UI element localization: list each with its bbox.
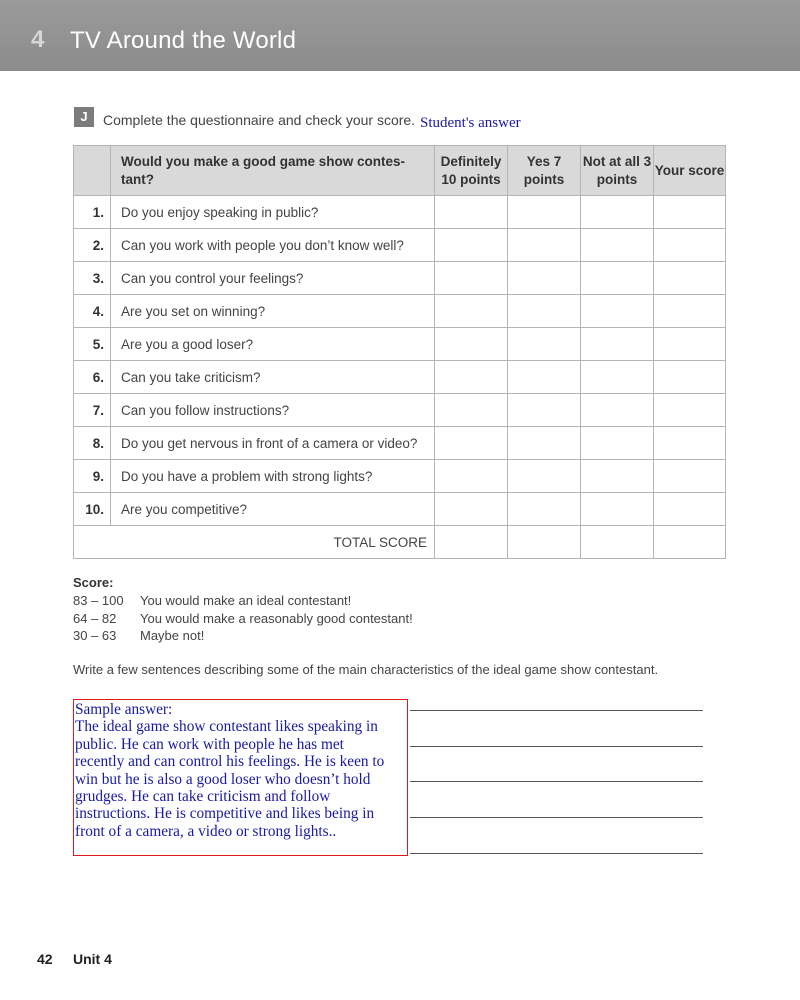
row-number: 8.	[74, 427, 111, 460]
answer-cell-yes[interactable]	[508, 394, 581, 427]
row-question: Do you have a problem with strong lights?	[111, 460, 435, 493]
answer-cell-not-at-all[interactable]	[581, 262, 654, 295]
sample-answer-line: public. He can work with people he has met	[75, 735, 344, 753]
answer-cell-not-at-all[interactable]	[581, 196, 654, 229]
answer-cell-score[interactable]	[654, 493, 726, 526]
table-row	[74, 262, 726, 295]
answer-cell-definitely[interactable]	[435, 295, 508, 328]
answer-cell-score[interactable]	[654, 196, 726, 229]
table-row	[74, 229, 726, 262]
row-number: 9.	[74, 460, 111, 493]
row-number: 1.	[74, 196, 111, 229]
writing-line[interactable]	[410, 781, 703, 782]
sample-answer-line: win but he is also a good loser who doesn’t hold	[75, 770, 371, 788]
answer-cell-yes[interactable]	[508, 262, 581, 295]
score-description: You would make a reasonably good contestant!	[140, 610, 413, 626]
answer-cell-yes[interactable]	[508, 493, 581, 526]
total-cell-yes[interactable]	[508, 526, 581, 559]
answer-cell-yes[interactable]	[508, 427, 581, 460]
exercise-badge: J	[74, 107, 94, 127]
footer-unit-label: Unit 4	[73, 951, 112, 967]
answer-cell-definitely[interactable]	[435, 361, 508, 394]
table-header-row	[74, 146, 726, 196]
answer-cell-not-at-all[interactable]	[581, 427, 654, 460]
score-range: 64 – 82	[73, 610, 117, 626]
row-question: Do you get nervous in front of a camera or video?	[111, 427, 435, 460]
answer-cell-definitely[interactable]	[435, 427, 508, 460]
sample-answer-text	[75, 701, 410, 840]
header-your-score: Your score	[654, 146, 726, 196]
total-score-label: TOTAL SCORE	[74, 526, 435, 559]
score-title: Score:	[73, 575, 114, 590]
table-row	[74, 460, 726, 493]
total-cell-not-at-all[interactable]	[581, 526, 654, 559]
answer-cell-yes[interactable]	[508, 361, 581, 394]
sample-answer-line: instructions. He is competitive and likes being in	[75, 805, 375, 823]
score-range-row	[73, 610, 413, 628]
answer-cell-score[interactable]	[654, 328, 726, 361]
page-header	[0, 0, 800, 71]
exercise-instruction: Complete the questionnaire and check your score.	[103, 112, 416, 128]
writing-line[interactable]	[410, 853, 703, 854]
row-number: 7.	[74, 394, 111, 427]
score-range-row	[73, 627, 413, 645]
writing-line[interactable]	[410, 817, 703, 818]
header-number-cell	[74, 146, 111, 196]
row-question: Can you take criticism?	[111, 361, 435, 394]
answer-cell-definitely[interactable]	[435, 229, 508, 262]
header-yes: Yes 7 points	[508, 146, 581, 196]
sample-answer-line: front of a camera, a video or strong lights..	[75, 822, 337, 840]
total-score-row	[74, 526, 726, 559]
row-question: Can you work with people you don’t know well?	[111, 229, 435, 262]
header-definitely: Definitely 10 points	[435, 146, 508, 196]
sample-answer-line: Sample answer:	[75, 701, 173, 718]
sample-answer-line: recently and can control his feelings. He is keen to	[75, 753, 385, 771]
answer-cell-not-at-all[interactable]	[581, 229, 654, 262]
header-question: Would you make a good game show contes- tant?	[111, 146, 435, 196]
row-number: 3.	[74, 262, 111, 295]
answer-cell-definitely[interactable]	[435, 460, 508, 493]
answer-cell-score[interactable]	[654, 361, 726, 394]
answer-cell-definitely[interactable]	[435, 328, 508, 361]
writing-line[interactable]	[410, 710, 703, 711]
answer-cell-score[interactable]	[654, 262, 726, 295]
unit-title: TV Around the World	[70, 27, 297, 54]
row-number: 2.	[74, 229, 111, 262]
answer-cell-not-at-all[interactable]	[581, 394, 654, 427]
answer-cell-score[interactable]	[654, 229, 726, 262]
questionnaire-table	[73, 145, 726, 559]
answer-cell-definitely[interactable]	[435, 196, 508, 229]
answer-cell-yes[interactable]	[508, 295, 581, 328]
answer-cell-score[interactable]	[654, 295, 726, 328]
row-number: 6.	[74, 361, 111, 394]
answer-cell-score[interactable]	[654, 460, 726, 493]
answer-cell-score[interactable]	[654, 394, 726, 427]
total-cell-score[interactable]	[654, 526, 726, 559]
row-question: Are you competitive?	[111, 493, 435, 526]
row-question: Can you control your feelings?	[111, 262, 435, 295]
answer-cell-not-at-all[interactable]	[581, 295, 654, 328]
row-question: Are you a good loser?	[111, 328, 435, 361]
table-row	[74, 394, 726, 427]
total-cell-definitely[interactable]	[435, 526, 508, 559]
page-number: 42	[37, 951, 53, 967]
table-row	[74, 427, 726, 460]
row-number: 5.	[74, 328, 111, 361]
score-description: Maybe not!	[140, 628, 205, 643]
sample-answer-line: grudges. He can take criticism and follow	[75, 788, 331, 806]
row-number: 10.	[74, 493, 111, 526]
answer-cell-not-at-all[interactable]	[581, 493, 654, 526]
student-answer-label: Student's answer	[420, 115, 521, 131]
table-row	[74, 493, 726, 526]
answer-cell-score[interactable]	[654, 427, 726, 460]
answer-cell-not-at-all[interactable]	[581, 460, 654, 493]
writing-prompt: Write a few sentences describing some of the main characteristics of the ideal game show contestant.	[73, 662, 659, 677]
header-not-at-all: Not at all 3 points	[581, 146, 654, 196]
answer-cell-not-at-all[interactable]	[581, 328, 654, 361]
score-range: 83 – 100	[73, 593, 124, 608]
answer-cell-yes[interactable]	[508, 196, 581, 229]
table-row	[74, 328, 726, 361]
row-question: Can you follow instructions?	[111, 394, 435, 427]
answer-cell-yes[interactable]	[508, 229, 581, 262]
score-key	[73, 575, 413, 645]
answer-cell-yes[interactable]	[508, 460, 581, 493]
table-row	[74, 196, 726, 229]
writing-line[interactable]	[410, 746, 703, 747]
answer-cell-not-at-all[interactable]	[581, 361, 654, 394]
table-row	[74, 295, 726, 328]
answer-cell-definitely[interactable]	[435, 493, 508, 526]
score-range-row	[73, 592, 413, 610]
score-description: You would make an ideal contestant!	[140, 593, 352, 608]
score-range: 30 – 63	[73, 628, 117, 643]
table-row	[74, 361, 726, 394]
answer-cell-definitely[interactable]	[435, 262, 508, 295]
answer-cell-yes[interactable]	[508, 328, 581, 361]
row-question: Are you set on winning?	[111, 295, 435, 328]
answer-cell-definitely[interactable]	[435, 394, 508, 427]
unit-number: 4	[31, 26, 45, 53]
row-number: 4.	[74, 295, 111, 328]
sample-answer-line: The ideal game show contestant likes speaking in	[75, 718, 378, 736]
row-question: Do you enjoy speaking in public?	[111, 196, 435, 229]
